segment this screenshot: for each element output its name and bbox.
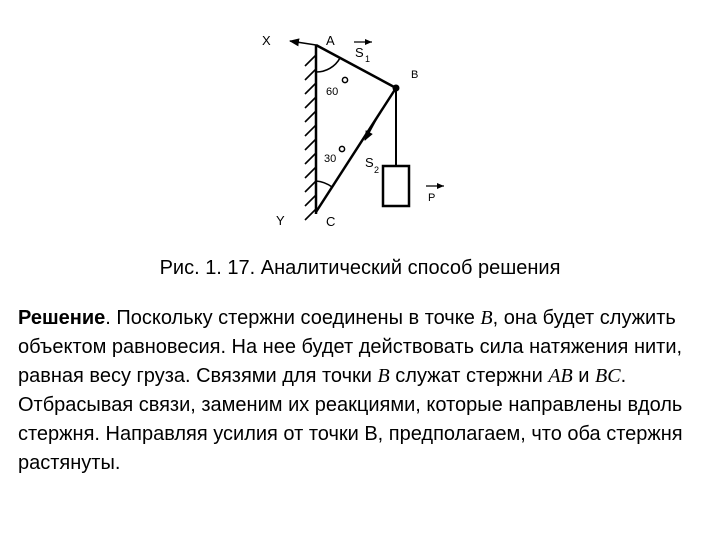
solution-text-part: , она будет служить объектом равновесия. На нее будет действовать сила натяжения нити, равная весу груза. Связями для точки	[18, 307, 683, 387]
force-diagram	[0, 0, 720, 245]
label-b: B	[411, 69, 419, 81]
label-p: P	[428, 192, 436, 204]
solution-text-part: . Отбрасывая связи, заменим их реакциями, которые направлены вдоль стержня. Направляя усилия от точки В, предполагаем, что оба стержня растянуты.	[18, 365, 683, 474]
figure-caption: Рис. 1. 17. Аналитический способ решения	[159, 257, 561, 279]
label-angle-30: 30	[324, 153, 337, 165]
label-y: Y	[276, 213, 285, 228]
label-a: A	[326, 33, 335, 48]
rod-bc-ref: BC	[595, 365, 621, 387]
degree-mark-30	[339, 146, 344, 151]
point-b-ref: B	[377, 365, 390, 387]
weight	[383, 166, 409, 206]
angle-arc-30	[316, 181, 332, 187]
label-s1: S	[355, 45, 364, 60]
angle-arc-60	[316, 58, 340, 72]
solution-text-part: . Поскольку стержни соединены в точке	[105, 307, 481, 329]
force-s2-arrow	[365, 116, 378, 140]
solution-text-part: служат стержни	[389, 365, 549, 387]
solution-text-part: и	[572, 365, 596, 387]
label-angle-60: 60	[326, 86, 339, 98]
degree-mark-60	[342, 77, 347, 82]
joint-b	[393, 85, 400, 92]
solution-text	[18, 304, 710, 478]
wall	[305, 45, 316, 220]
label-s1-sub: 1	[365, 54, 371, 64]
label-c: C	[326, 214, 336, 229]
axis-x-arrow	[290, 41, 316, 45]
label-s2: S	[365, 155, 374, 170]
solution-heading: Решение	[18, 307, 106, 329]
point-b-ref: B	[480, 307, 493, 329]
rod-ab-ref: AB	[548, 365, 573, 387]
label-x: X	[262, 33, 271, 48]
label-s2-sub: 2	[374, 165, 380, 175]
